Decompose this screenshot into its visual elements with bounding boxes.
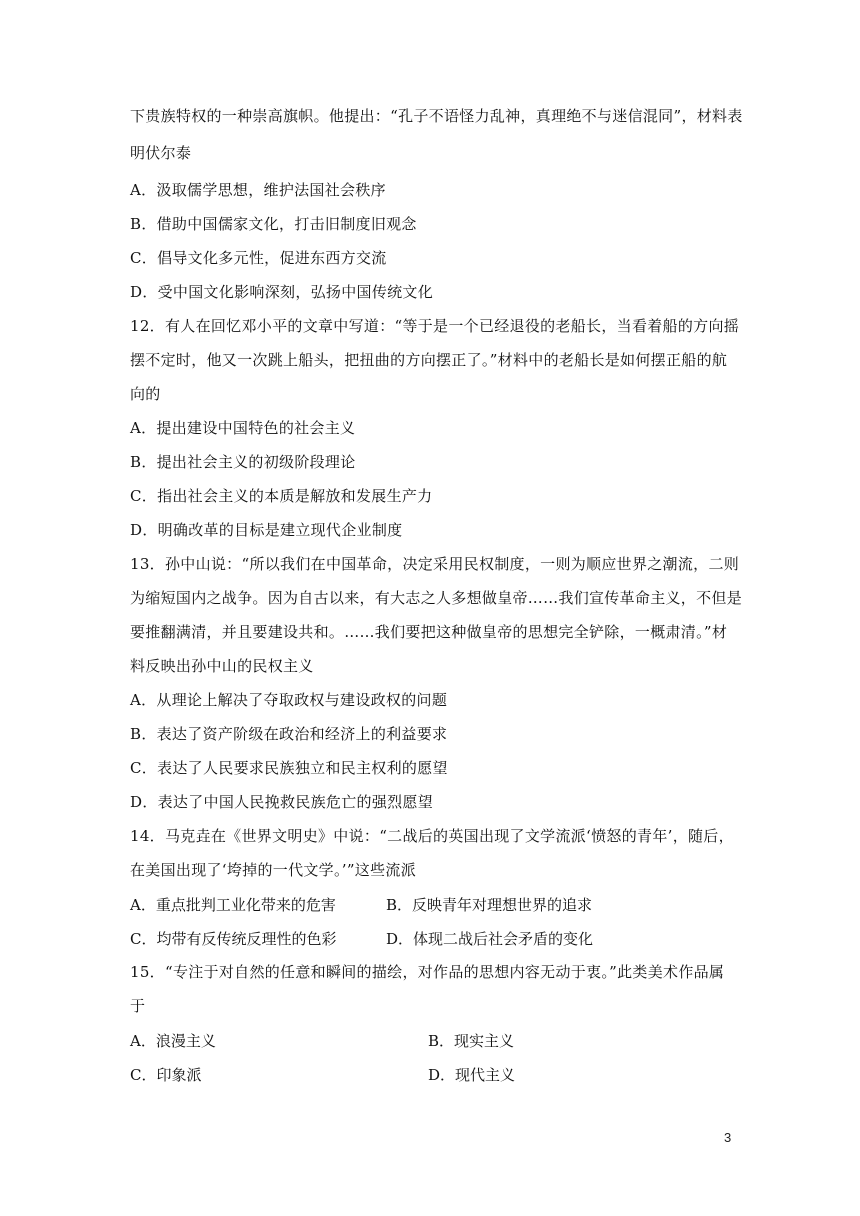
q12-stem-line-2: 摆不定时，他又一次跳上船头，把扭曲的方向摆正了。”材料中的老船长是如何摆正船的航 [130, 351, 728, 369]
q12-stem-line-3: 向的 [130, 385, 161, 403]
q13-option-d: D．表达了中国人民挽救民族危亡的强烈愿望 [130, 793, 434, 811]
q12-option-a: A．提出建设中国特色的社会主义 [130, 419, 356, 437]
q14-stem-line-2: 在美国出现了‘垮掉的一代文学。’”这些流派 [130, 861, 417, 879]
q13-stem-line-1: 13．孙中山说：“所以我们在中国革命，决定采用民权制度，一则为顺应世界之潮流，二则 [130, 555, 740, 573]
q14-option-b: B．反映青年对理想世界的追求 [386, 896, 593, 914]
q13-stem-line-4: 料反映出孙中山的民权主义 [130, 657, 314, 675]
q13-stem-line-3: 要推翻满清，并且要建设共和。……我们要把这种做皇帝的思想完全铲除，一概肃清。”材 [130, 623, 728, 641]
q14-stem-line-1: 14．马克垚在《世界文明史》中说：“二战后的英国出现了文学流派‘愤怒的青年’，随后， [130, 827, 734, 845]
q13-option-b: B．表达了资产阶级在政治和经济上的利益要求 [130, 725, 448, 743]
q12-option-d: D．明确改革的目标是建立现代企业制度 [130, 521, 403, 539]
q14-option-c: C．均带有反传统反理性的色彩 [130, 930, 337, 948]
q12-option-c: C．指出社会主义的本质是解放和发展生产力 [130, 487, 433, 505]
q15-option-d: D．现代主义 [428, 1066, 516, 1084]
q11-stem-line-2: 明伏尔泰 [130, 144, 192, 162]
q13-option-a: A．从理论上解决了夺取政权与建设政权的问题 [130, 691, 448, 709]
q14-option-a: A．重点批判工业化带来的危害 [130, 896, 336, 914]
q13-stem-line-2: 为缩短国内之战争。因为自古以来，有大志之人多想做皇帝……我们宣传革命主义，不但是 [130, 589, 743, 607]
q11-option-c: C．倡导文化多元性，促进东西方交流 [130, 249, 387, 267]
q15-stem-line-1: 15．“专注于对自然的任意和瞬间的描绘，对作品的思想内容无动于衷。”此类美术作品属 [130, 963, 725, 981]
q15-stem-line-2: 于 [130, 997, 146, 1015]
q15-option-a: A．浪漫主义 [130, 1032, 216, 1050]
q11-stem-line-1: 下贵族特权的一种崇高旗帜。他提出：“孔子不语怪力乱神，真理绝不与迷信混同”，材料表 [130, 107, 743, 125]
q11-option-d: D．受中国文化影响深刻，弘扬中国传统文化 [130, 283, 434, 301]
page-number: 3 [724, 1130, 732, 1145]
q15-option-b: B．现实主义 [428, 1032, 515, 1050]
q11-option-a: A．汲取儒学思想，维护法国社会秩序 [130, 181, 386, 199]
q11-option-b: B．借助中国儒家文化，打击旧制度旧观念 [130, 215, 417, 233]
q14-option-d: D．体现二战后社会矛盾的变化 [386, 930, 594, 948]
q12-option-b: B．提出社会主义的初级阶段理论 [130, 453, 356, 471]
q12-stem-line-1: 12．有人在回忆邓小平的文章中写道：“等于是一个已经退役的老船长，当看着船的方向摇 [130, 317, 740, 335]
q15-option-c: C．印象派 [130, 1066, 202, 1084]
q13-option-c: C．表达了人民要求民族独立和民主权利的愿望 [130, 759, 448, 777]
